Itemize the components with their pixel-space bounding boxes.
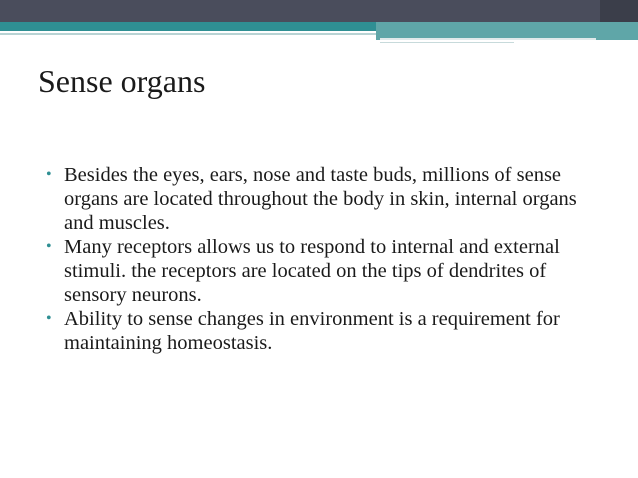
header-bar-accent <box>600 0 638 22</box>
bullet-text: Besides the eyes, ears, nose and taste buds, millions of sense organs are located throughout the body in skin, internal organs and muscles. <box>64 164 577 234</box>
bullet-item <box>46 163 606 235</box>
bullet-icon: • <box>46 238 52 255</box>
bullet-item <box>46 307 606 355</box>
decorative-line <box>380 42 514 43</box>
bullet-icon: • <box>46 310 52 327</box>
decorative-line <box>0 33 376 35</box>
bullet-text: Many receptors allows us to respond to internal and external stimuli. the receptors are located on the tips of dendrites of sensory neurons. <box>64 236 560 306</box>
bullet-icon: • <box>46 166 52 183</box>
slide-title: Sense organs <box>38 63 206 99</box>
header-bar <box>0 0 638 22</box>
decorative-line <box>380 38 596 40</box>
bullet-list <box>46 163 606 355</box>
bullet-text: Ability to sense changes in environment is a requirement for maintaining homeostasis. <box>64 308 560 354</box>
bullet-item <box>46 235 606 307</box>
